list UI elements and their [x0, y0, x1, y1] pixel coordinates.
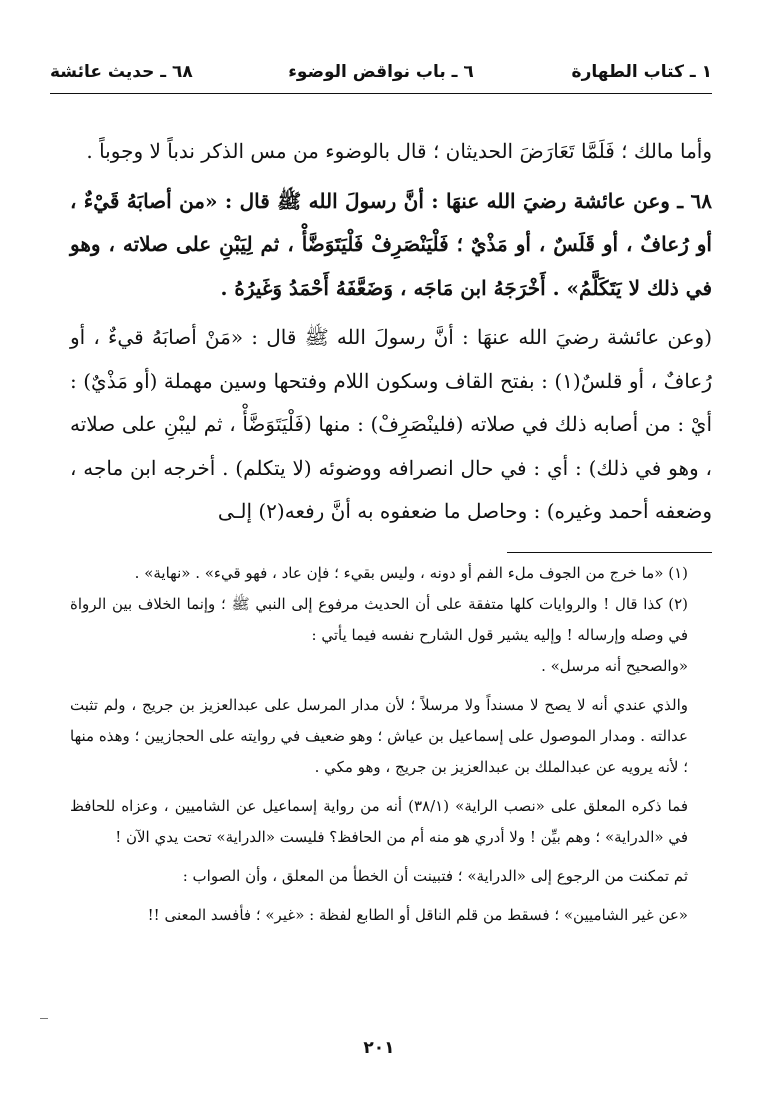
footnote-quote: «والصحيح أنه مرسل» . [541, 657, 688, 675]
margin-mark [40, 1018, 48, 1019]
footnote-divider [507, 552, 712, 553]
footnote-paragraph-3: والذي عندي أنه لا يصح لا مسنداً ولا مرسلاً ؛ لأن مدار المرسل على عبدالعزيز بن جريج ، ولم تثبت عدالته . ومدار الموصول على إسماعيل بن عياش ؛ وهو ضعيف في روايته على الحجازيين ؛ وهذه منها ؛ لأنه يرويه عن عبدالملك بن عبدالعزيز بن جريج ، وهو مكي . [70, 696, 688, 776]
footnote-1: (١) «ما خرج من الجوف ملء الفم أو دونه ، وليس بقيء ؛ فإن عاد ، فهو قيء» . «نهاية» . [134, 564, 688, 582]
main-text [70, 130, 712, 534]
header-divider [50, 93, 712, 94]
header-book-title: ١ ـ كتاب الطهارة [571, 62, 712, 82]
footnote-paragraph-4: فما ذكره المعلق على «نصب الراية» (٣٨/١) أنه من رواية إسماعيل عن الشاميين ، وعزاه للحافظ في «الدراية» ؛ وهم بيِّن ! ولا أدري هو منه أم من الحافظ؟ فليست «الدراية» تحت يدي الآن ! [70, 797, 688, 846]
footnote-paragraph-5: ثم تمكنت من الرجوع إلى «الدراية» ؛ فتبينت أن الخطأ من المعلق ، وأن الصواب : [182, 867, 688, 885]
paragraph-malik: وأما مالك ؛ فَلَمَّا تَعَارَضَ الحديثان ؛ قال بالوضوء من مس الذكر ندباً لا وجوباً . [86, 139, 712, 163]
running-header [50, 60, 712, 94]
commentary-text: (وعن عائشة رضيَ الله عنهَا : أنَّ رسولَ الله ﷺ قال : «مَنْ أصابَهُ قيءٌ ، أو رُعافٌ ، أو قلسٌ(١) : بفتح القاف وسكون اللام وفتحها وسين مهملة (أو مَذْيٌ) : أيْ : من أصابه ذلك في صلاته (فلينْصَرِفْ) : منها (فَلْيَتَوَضَّأْ ، ثم ليبْنِ على صلاته ، وهو في ذلك) : أي : في حال انصرافه ووضوئه (لا يتكلم) . أخرجه ابن ماجه ، وضعفه أحمد وغيره) : وحاصل ما ضعفوه به أنَّ رفعه(٢) إلـى [70, 325, 712, 523]
page-number: ٢٠١ [363, 1038, 395, 1058]
hadith-text: ٦٨ ـ وعن عائشة رضيَ الله عنهَا : أنَّ رسولَ الله ﷺ قال : «من أصابَهُ قَيْءٌ ، أو رُعافٌ ، أو قَلَسٌ ، أو مَذْيٌ ؛ فَلْيَنْصَرِفْ فَلْيَتَوَضَّأْ ، ثم لِيَبْنِ على صلاته ، وهو في ذلك لا يَتَكَلَّمُ» . أَخْرَجَهُ ابن مَاجَه ، وَضَعَّفَهُ أَحْمَدُ وَغَيرُهُ . [70, 188, 712, 300]
footnote-2: (٢) كذا قال ! والروايات كلها متفقة على أن الحديث مرفوع إلى النبي ﷺ ؛ وإنما الخلاف بين الرواة في وصله وإرساله ! وإليه يشير قول الشارح نفسه فيما يأتي : [70, 595, 688, 644]
footnotes [70, 558, 712, 931]
footnote-paragraph-6: «عن غير الشاميين» ؛ فسقط من قلم الناقل أو الطابع لفظة : «غير» ؛ فأفسد المعنى !! [147, 906, 688, 924]
header-hadith-title: ٦٨ ـ حديث عائشة [50, 62, 193, 82]
header-chapter-title: ٦ ـ باب نواقض الوضوء [288, 62, 474, 82]
